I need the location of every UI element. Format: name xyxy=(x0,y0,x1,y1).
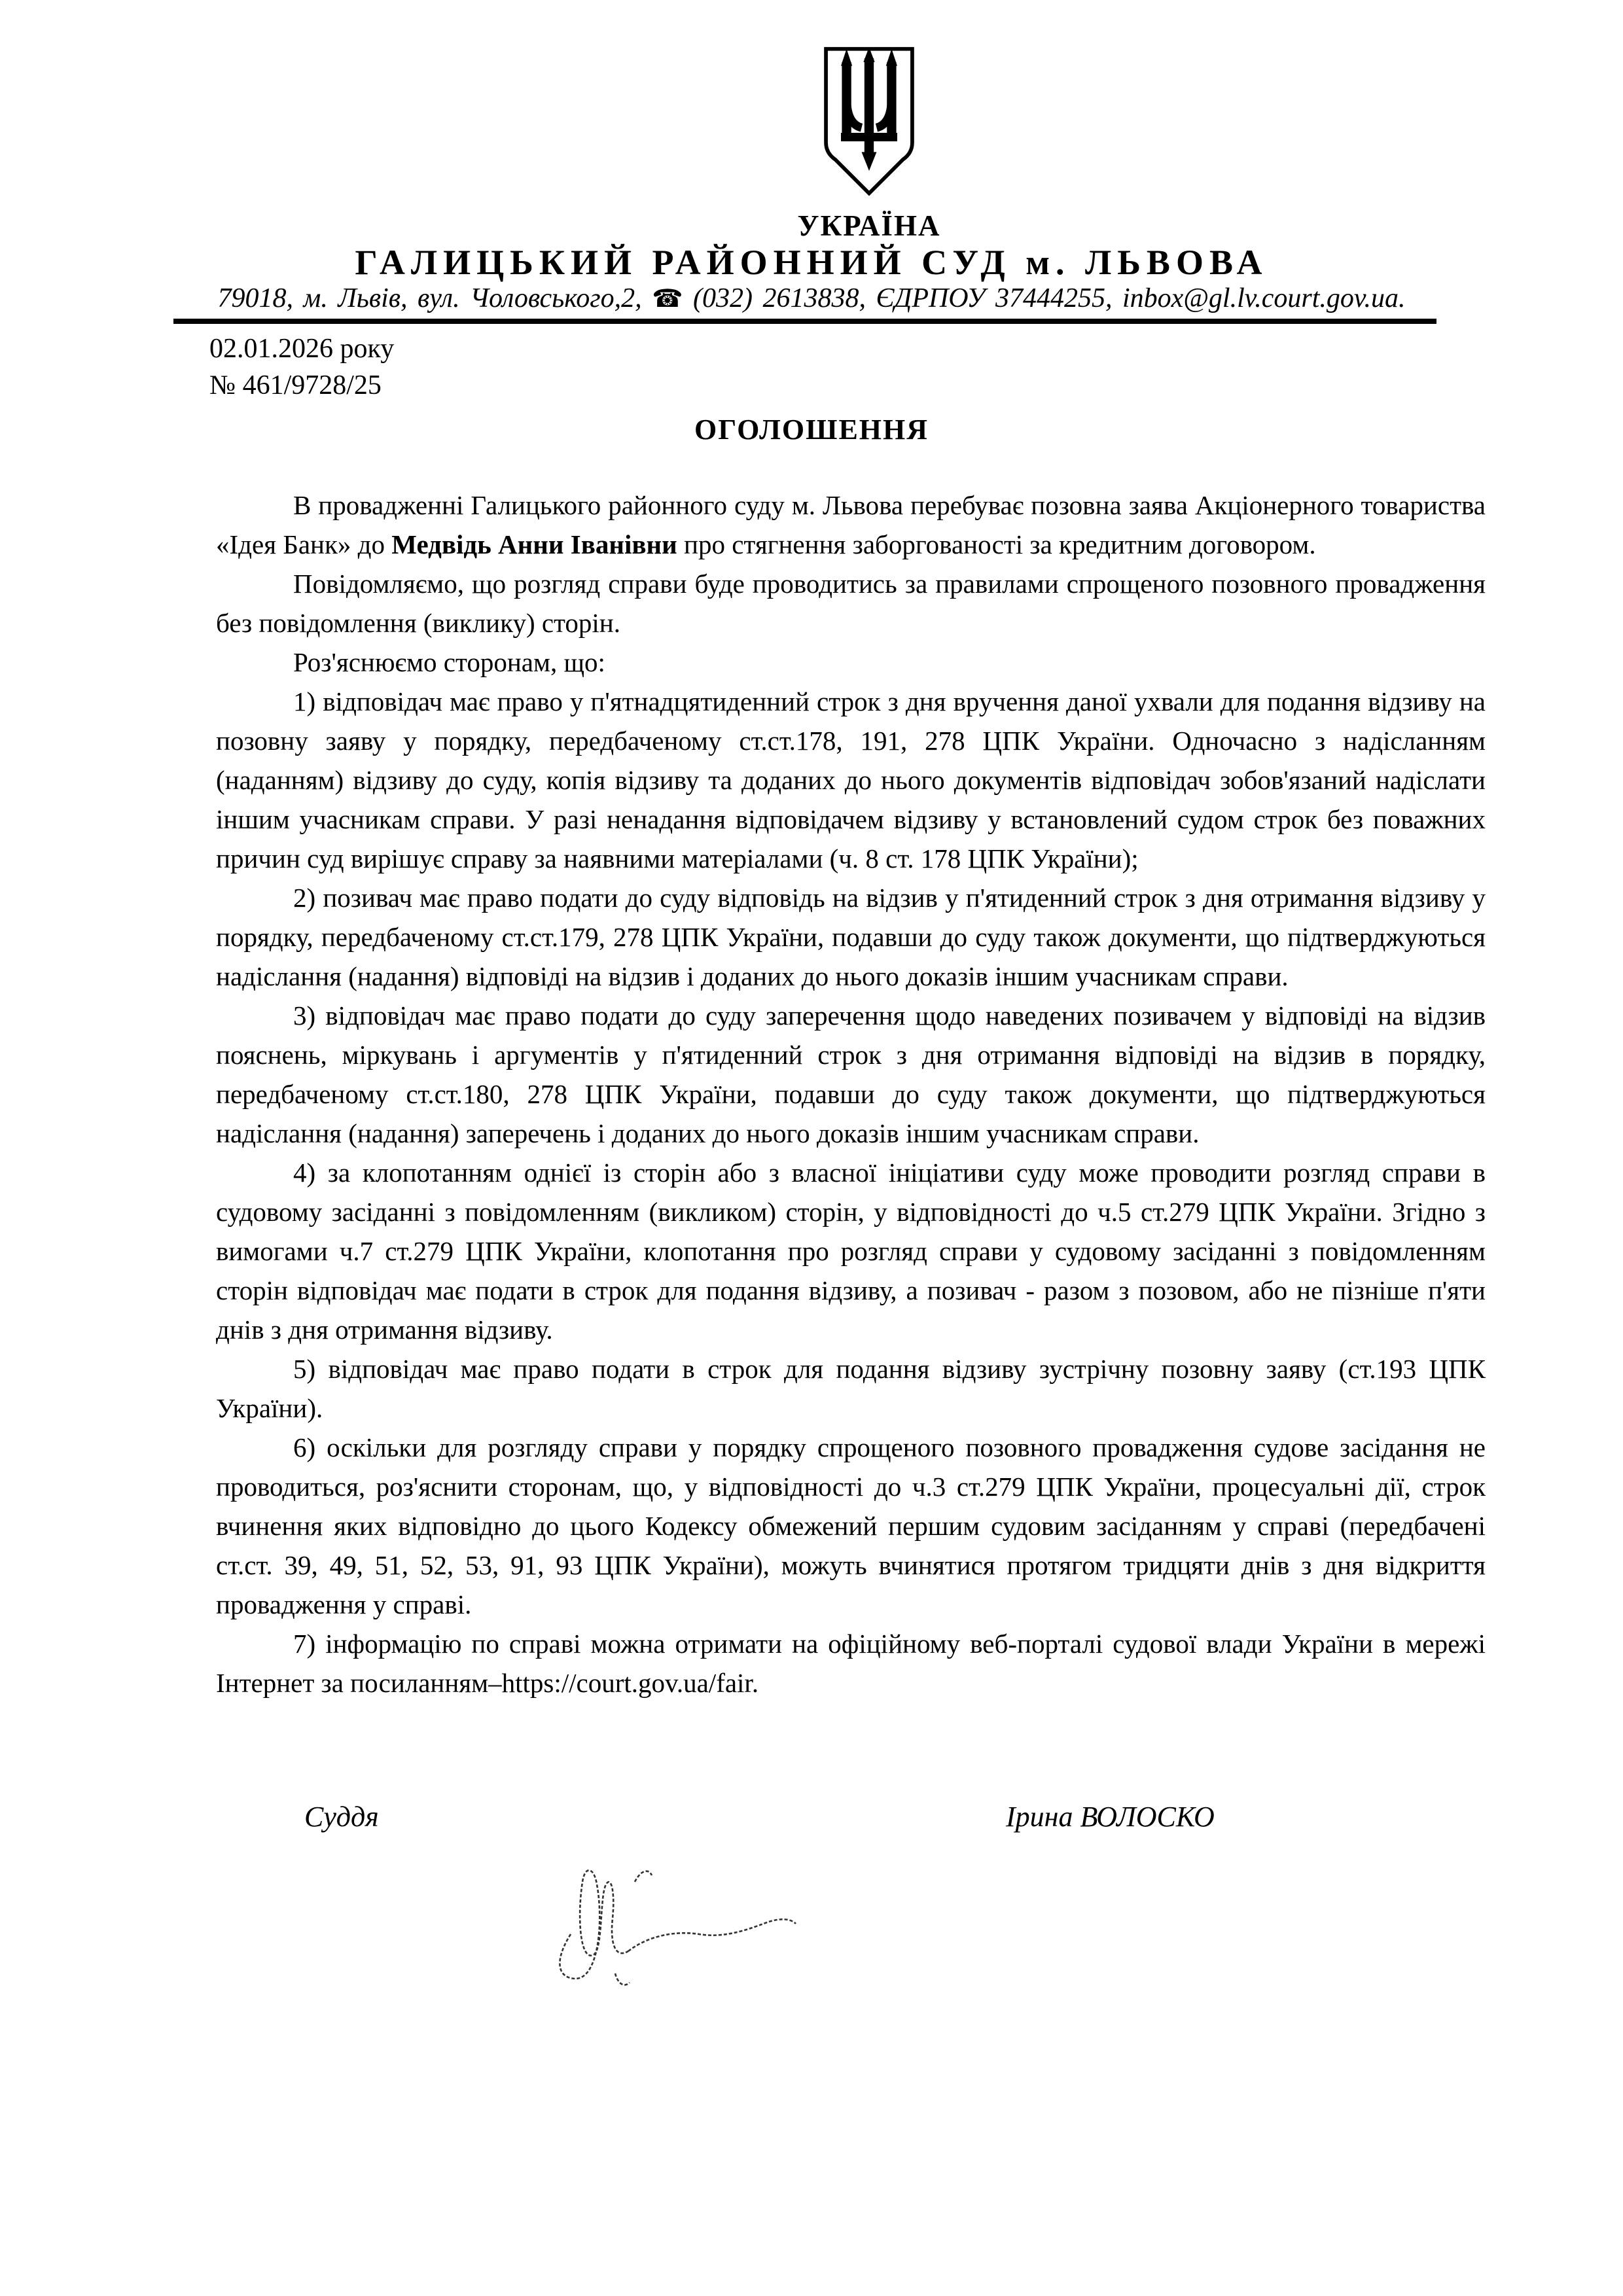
paragraph-notice: Повідомляємо, що розгляд справи буде проводитись за правилами спрощеного позовного провадження без повідомлення (виклику) сторін. xyxy=(216,569,1486,638)
document-header xyxy=(0,0,1623,324)
document-body xyxy=(216,486,1486,1703)
header-divider xyxy=(173,319,1436,324)
country-name: УКРАЇНА xyxy=(797,209,941,242)
address-prefix: 79018, м. Львів, вул. Чоловського,2, xyxy=(217,283,642,313)
intro-pre: В провадженні Галицького районного суду м. Львова перебуває позовна заява Акціонерного товариства «Ідея Банк» до xyxy=(216,490,1486,559)
signature-block xyxy=(304,1801,1623,1840)
signer-name: Ірина ВОЛОСКО xyxy=(1006,1801,1215,1833)
handwritten-signature xyxy=(537,1856,844,1993)
list-item-2: 2) позивач має право подати до суду відповідь на відзив у п'ятиденний строк з дня отримання відзиву у порядку, передбаченому ст.ст.179, 278 ЦПК України, подавши до суду також документи, що підтверджуються надіслання (надання) відповіді на відзив і доданих до нього доказів іншим учасникам справи. xyxy=(216,883,1486,991)
coat-of-arms-icon xyxy=(58,43,1623,206)
list-item-3: 3) відповідач має право подати до суду заперечення щодо наведених позивачем у відповіді на відзив пояснень, міркувань і аргументів у п'ятиденний строк з дня отримання відповіді на відзив в порядку, передбаченому ст.ст.180, 278 ЦПК України, подавши до суду також документи, що підтверджуються надіслання (надання) заперечень і доданих до нього доказів іншим учасникам справи. xyxy=(216,1000,1486,1148)
list-item-7 xyxy=(216,1624,1486,1703)
court-name: ГАЛИЦЬКИЙ РАЙОННИЙ СУД м. ЛЬВОВА xyxy=(355,243,1268,282)
list-item-5: 5) відповідач має право подати в строк для подання відзиву зустрічну позовну заяву (ст.193 ЦПК України). xyxy=(216,1354,1486,1423)
page-title: ОГОЛОШЕННЯ xyxy=(694,414,929,446)
document-meta xyxy=(209,330,1623,404)
paragraph-clarify-lead: Роз'яснюємо сторонам, що: xyxy=(293,647,605,677)
document-date: 02.01.2026 року xyxy=(209,334,395,364)
case-info-url: https://court.gov.ua/fair. xyxy=(501,1668,759,1698)
item7-text: 7) інформацію по справі можна отримати на офіційному веб-порталі судової влади України в мережі Інтернет за посиланням– xyxy=(216,1629,1486,1698)
court-address-line xyxy=(0,283,1623,313)
signer-role: Суддя xyxy=(304,1801,379,1833)
phone-icon: ☎ xyxy=(652,284,683,313)
defendant-name: Медвідь Анни Іванівни xyxy=(391,529,677,559)
address-suffix: (032) 2613838, ЄДРПОУ 37444255, inbox@gl.lv.court.gov.ua. xyxy=(693,283,1406,313)
intro-post: про стягнення заборгованості за кредитним договором. xyxy=(677,529,1316,559)
paragraph-intro xyxy=(216,486,1486,564)
case-number: № 461/9728/25 xyxy=(209,370,382,400)
list-item-6: 6) оскільки для розгляду справи у порядку спрощеного позовного провадження судове засідання не проводиться, роз'яснити сторонам, що, у відповідності до ч.3 ст.279 ЦПК України, процесуальні дії, строк вчинення яких відповідно до цього Кодексу обмежений першим судовим засіданням у справі (передбачені ст.ст. 39, 49, 51, 52, 53, 91, 93 ЦПК України), можуть вчинятися протягом тридцяти днів з дня відкриття провадження у справі. xyxy=(216,1432,1486,1619)
list-item-1: 1) відповідач має право у п'ятнадцятиденний строк з дня вручення даної ухвали для подання відзиву на позовну заяву у порядку, передбаченому ст.ст.178, 191, 278 ЦПК України. Одночасно з надісланням (наданням) відзиву до суду, копія відзиву та доданих до нього документів відповідач зобов'язаний надіслати іншим учасникам справи. У разі ненадання відповідачем відзиву у встановлений судом строк без поважних причин суд вирішує справу за наявними матеріалами (ч. 8 ст. 178 ЦПК України); xyxy=(216,686,1486,874)
list-item-4: 4) за клопотанням однієї із сторін або з власної ініціативи суду може проводити розгляд справи в судовому засіданні з повідомленням (викликом) сторін, у відповідності до ч.5 ст.279 ЦПК України. Згідно з вимогами ч.7 ст.279 ЦПК України, клопотання про розгляд справи у судовому засіданні з повідомленням сторін відповідач має подати в строк для подання відзиву, а позивач - разом з позовом, або не пізніше п'яти днів з дня отримання відзиву. xyxy=(216,1157,1486,1345)
